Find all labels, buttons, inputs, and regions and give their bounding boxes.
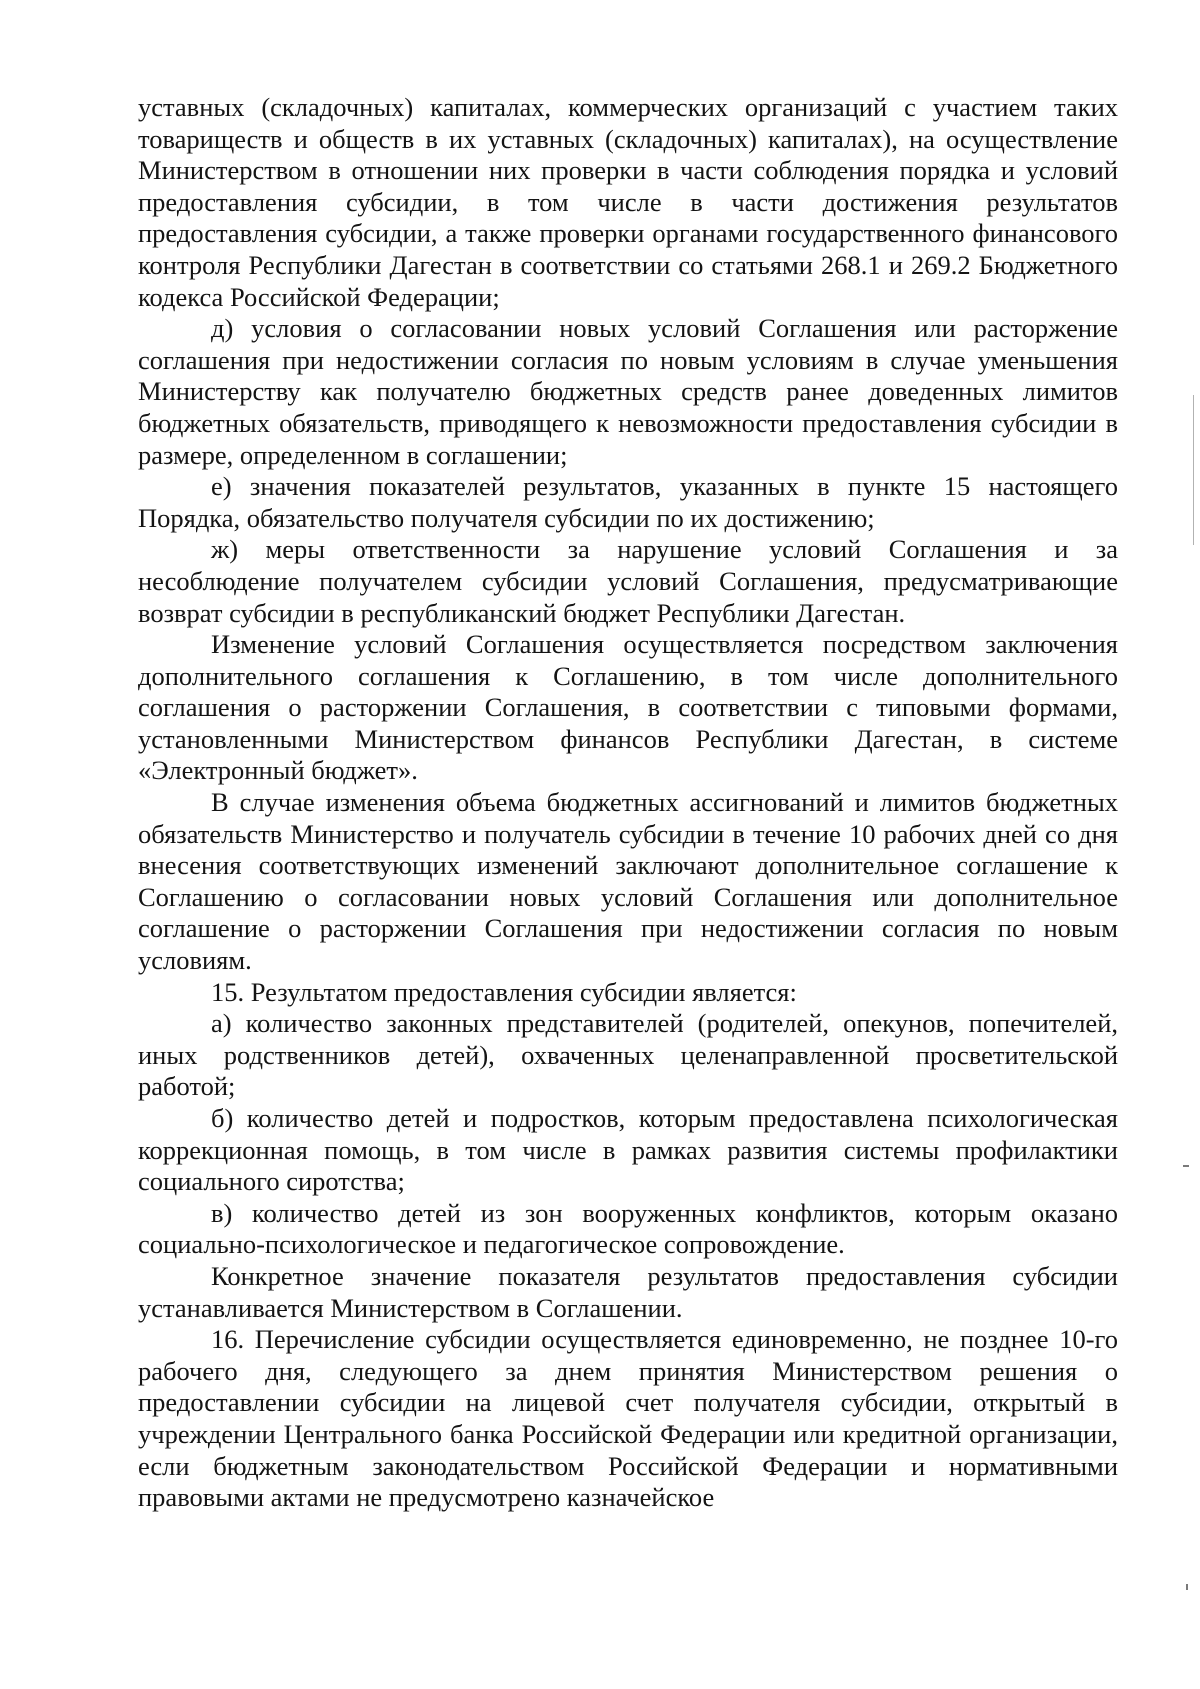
paragraph-result-b: б) количество детей и подростков, которым предоставлена психологическая коррекционная помощь, в том числе в рамках развития системы профилактики социального сиротства; [138,1103,1118,1197]
paragraph-result-a: а) количество законных представителей (родителей, опекунов, попечителей, иных родственников детей), охваченных целенаправленной просветительской работой; [138,1008,1118,1102]
paragraph-indicator-value: Конкретное значение показателя результатов предоставления субсидии устанавливается Министерством в Соглашении. [138,1260,1118,1323]
paragraph-result-v: в) количество детей из зон вооруженных конфликтов, которым оказано социально-психологическое и педагогическое сопровождение. [138,1197,1118,1260]
paragraph-budget-changes: В случае изменения объема бюджетных ассигнований и лимитов бюджетных обязательств Министерство и получатель субсидии в течение 10 рабочих дней со дня внесения соответствующих изменений заключают дополнительное соглашение к Соглашению о согласовании новых условий Соглашения или дополнительное соглашение о расторжении Соглашения при недостижении согласия по новым условиям. [138,787,1118,976]
paragraph-item-d: д) условия о согласовании новых условий Соглашения или расторжение соглашения при недостижении согласия по новым условиям в случае уменьшения Министерству как получателю бюджетных средств ранее доведенных лимитов бюджетных обязательств, приводящего к невозможности предоставления субсидии в размере, определенном в соглашении; [138,313,1118,470]
scan-edge-mark [1183,1165,1189,1167]
paragraph-agreement-changes: Изменение условий Соглашения осуществляется посредством заключения дополнительного соглашения к Соглашению, в том числе дополнительного соглашения о расторжении Соглашения, в соответствии с типовыми формами, установленными Министерством финансов Республики Дагестан, в системе «Электронный бюджет». [138,629,1118,786]
paragraph-continuation: уставных (складочных) капиталах, коммерческих организаций с участием таких товариществ и обществ в их уставных (складочных) капиталах), на осуществление Министерством в отношении них проверки в части соблюдения порядка и условий предоставления субсидии, в том числе в части достижения результатов предоставления субсидии, а также проверки органами государственного финансового контроля Республики Дагестан в соответствии со статьями 268.1 и 269.2 Бюджетного кодекса Российской Федерации; [138,92,1118,312]
scan-edge-mark [1186,1584,1188,1590]
scan-edge-mark [1193,395,1194,545]
paragraph-section-15: 15. Результатом предоставления субсидии является: [211,976,797,1007]
paragraph-section-16: 16. Перечисление субсидии осуществляется единовременно, не позднее 10-го рабочего дня, следующего за днем принятия Министерством решения о предоставлении субсидии на лицевой счет получателя субсидии, открытый в учреждении Центрального банка Российской Федерации или кредитной организации, если бюджетным законодательством Российской Федерации и нормативными правовыми актами не предусмотрено казначейское [138,1324,1118,1513]
paragraph-item-zh: ж) меры ответственности за нарушение условий Соглашения и за несоблюдение получателем субсидии условий Соглашения, предусматривающие возврат субсидии в республиканский бюджет Республики Дагестан. [138,534,1118,628]
paragraph-item-e: е) значения показателей результатов, указанных в пункте 15 настоящего Порядка, обязательство получателя субсидии по их достижению; [138,471,1118,533]
document-page [138,92,1118,1514]
